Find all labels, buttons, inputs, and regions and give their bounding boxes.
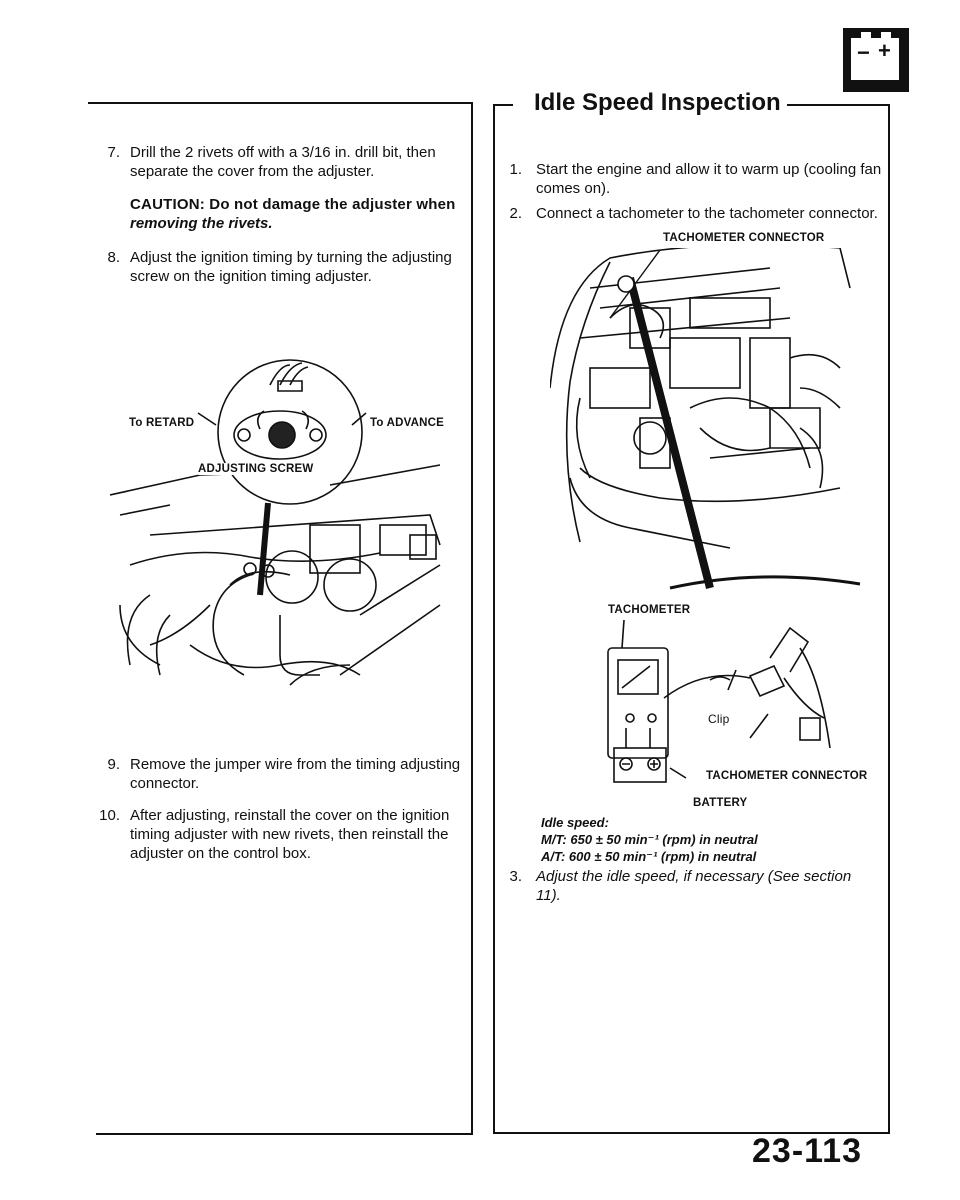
step-10 — [94, 806, 474, 866]
step-8-line-1: Adjust the ignition timing by turning the adjusting — [130, 249, 452, 266]
step-1-line-2: comes on). — [536, 180, 611, 197]
step-9-line-2: connector. — [130, 775, 200, 792]
step-number: 3. — [509, 868, 522, 885]
step-1 — [506, 160, 886, 200]
step-8-line-2: screw on the ignition timing adjuster. — [130, 268, 372, 285]
step-number: 8. — [107, 249, 120, 266]
left-top-rule — [88, 102, 473, 104]
idle-speed-at: A/T: 600 ± 50 min⁻¹ (rpm) in neutral — [541, 849, 757, 864]
tachometer-hookup-illustration — [600, 618, 840, 788]
right-column-border-left — [493, 104, 495, 1134]
step-10-line-1: After adjusting, reinstall the cover on the ignition — [130, 807, 450, 824]
timing-adjuster-illustration — [110, 355, 460, 715]
section-heading: Idle Speed Inspection — [528, 89, 787, 117]
engine-bay-illustration — [550, 248, 880, 598]
battery-minus-sign: − — [857, 40, 870, 65]
right-column-border-right — [888, 104, 890, 1134]
idle-speed-spec — [541, 814, 881, 865]
step-7-line-1: Drill the 2 rivets off with a 3/16 in. drill bit, then — [130, 144, 436, 161]
tachometer-label: TACHOMETER — [608, 604, 691, 616]
tachometer-connector-top-label: TACHOMETER CONNECTOR — [663, 232, 825, 244]
idle-speed-mt: M/T: 650 ± 50 min⁻¹ (rpm) in neutral — [541, 832, 758, 847]
step-1-line-1: Start the engine and allow it to warm up (cooling fan — [536, 161, 882, 178]
step-8 — [94, 248, 474, 298]
battery-label: BATTERY — [693, 797, 748, 809]
battery-plus-sign: + — [878, 38, 891, 63]
idle-speed-label: Idle speed: — [541, 815, 609, 830]
step-number: 1. — [509, 161, 522, 178]
to-retard-label: To RETARD — [129, 417, 195, 429]
tachometer-connector-bottom-label: TACHOMETER CONNECTOR — [706, 770, 868, 782]
step-9 — [94, 755, 474, 795]
heading-rule-left — [493, 104, 513, 106]
step-3 — [506, 867, 886, 907]
step-number: 2. — [509, 205, 522, 222]
step-number: 10. — [99, 807, 120, 824]
step-2-line-1: Connect a tachometer to the tachometer connector. — [536, 205, 878, 222]
step-9-line-1: Remove the jumper wire from the timing adjusting — [130, 756, 461, 773]
caution-line-1: CAUTION: Do not damage the adjuster when — [130, 196, 456, 213]
step-2 — [506, 204, 886, 226]
step-10-line-3: adjuster on the control box. — [130, 845, 311, 862]
battery-section-icon — [843, 28, 909, 92]
step-number: 9. — [107, 756, 120, 773]
step-7-line-2: separate the cover from the adjuster. — [130, 163, 375, 180]
step-number: 7. — [107, 144, 120, 161]
step-7 — [94, 143, 474, 263]
adjusting-screw-label: ADJUSTING SCREW — [198, 463, 314, 475]
page-number: 23-113 — [752, 1132, 862, 1170]
step-3-line-2: 11). — [536, 887, 561, 904]
step-3-line-1: Adjust the idle speed, if necessary (See section — [536, 868, 852, 885]
left-bottom-rule — [96, 1133, 473, 1135]
to-advance-label: To ADVANCE — [370, 417, 444, 429]
clip-label: Clip — [708, 712, 730, 726]
caution-line-2: removing the rivets. — [130, 215, 273, 232]
step-10-line-2: timing adjuster with new rivets, then reinstall the — [130, 826, 449, 843]
